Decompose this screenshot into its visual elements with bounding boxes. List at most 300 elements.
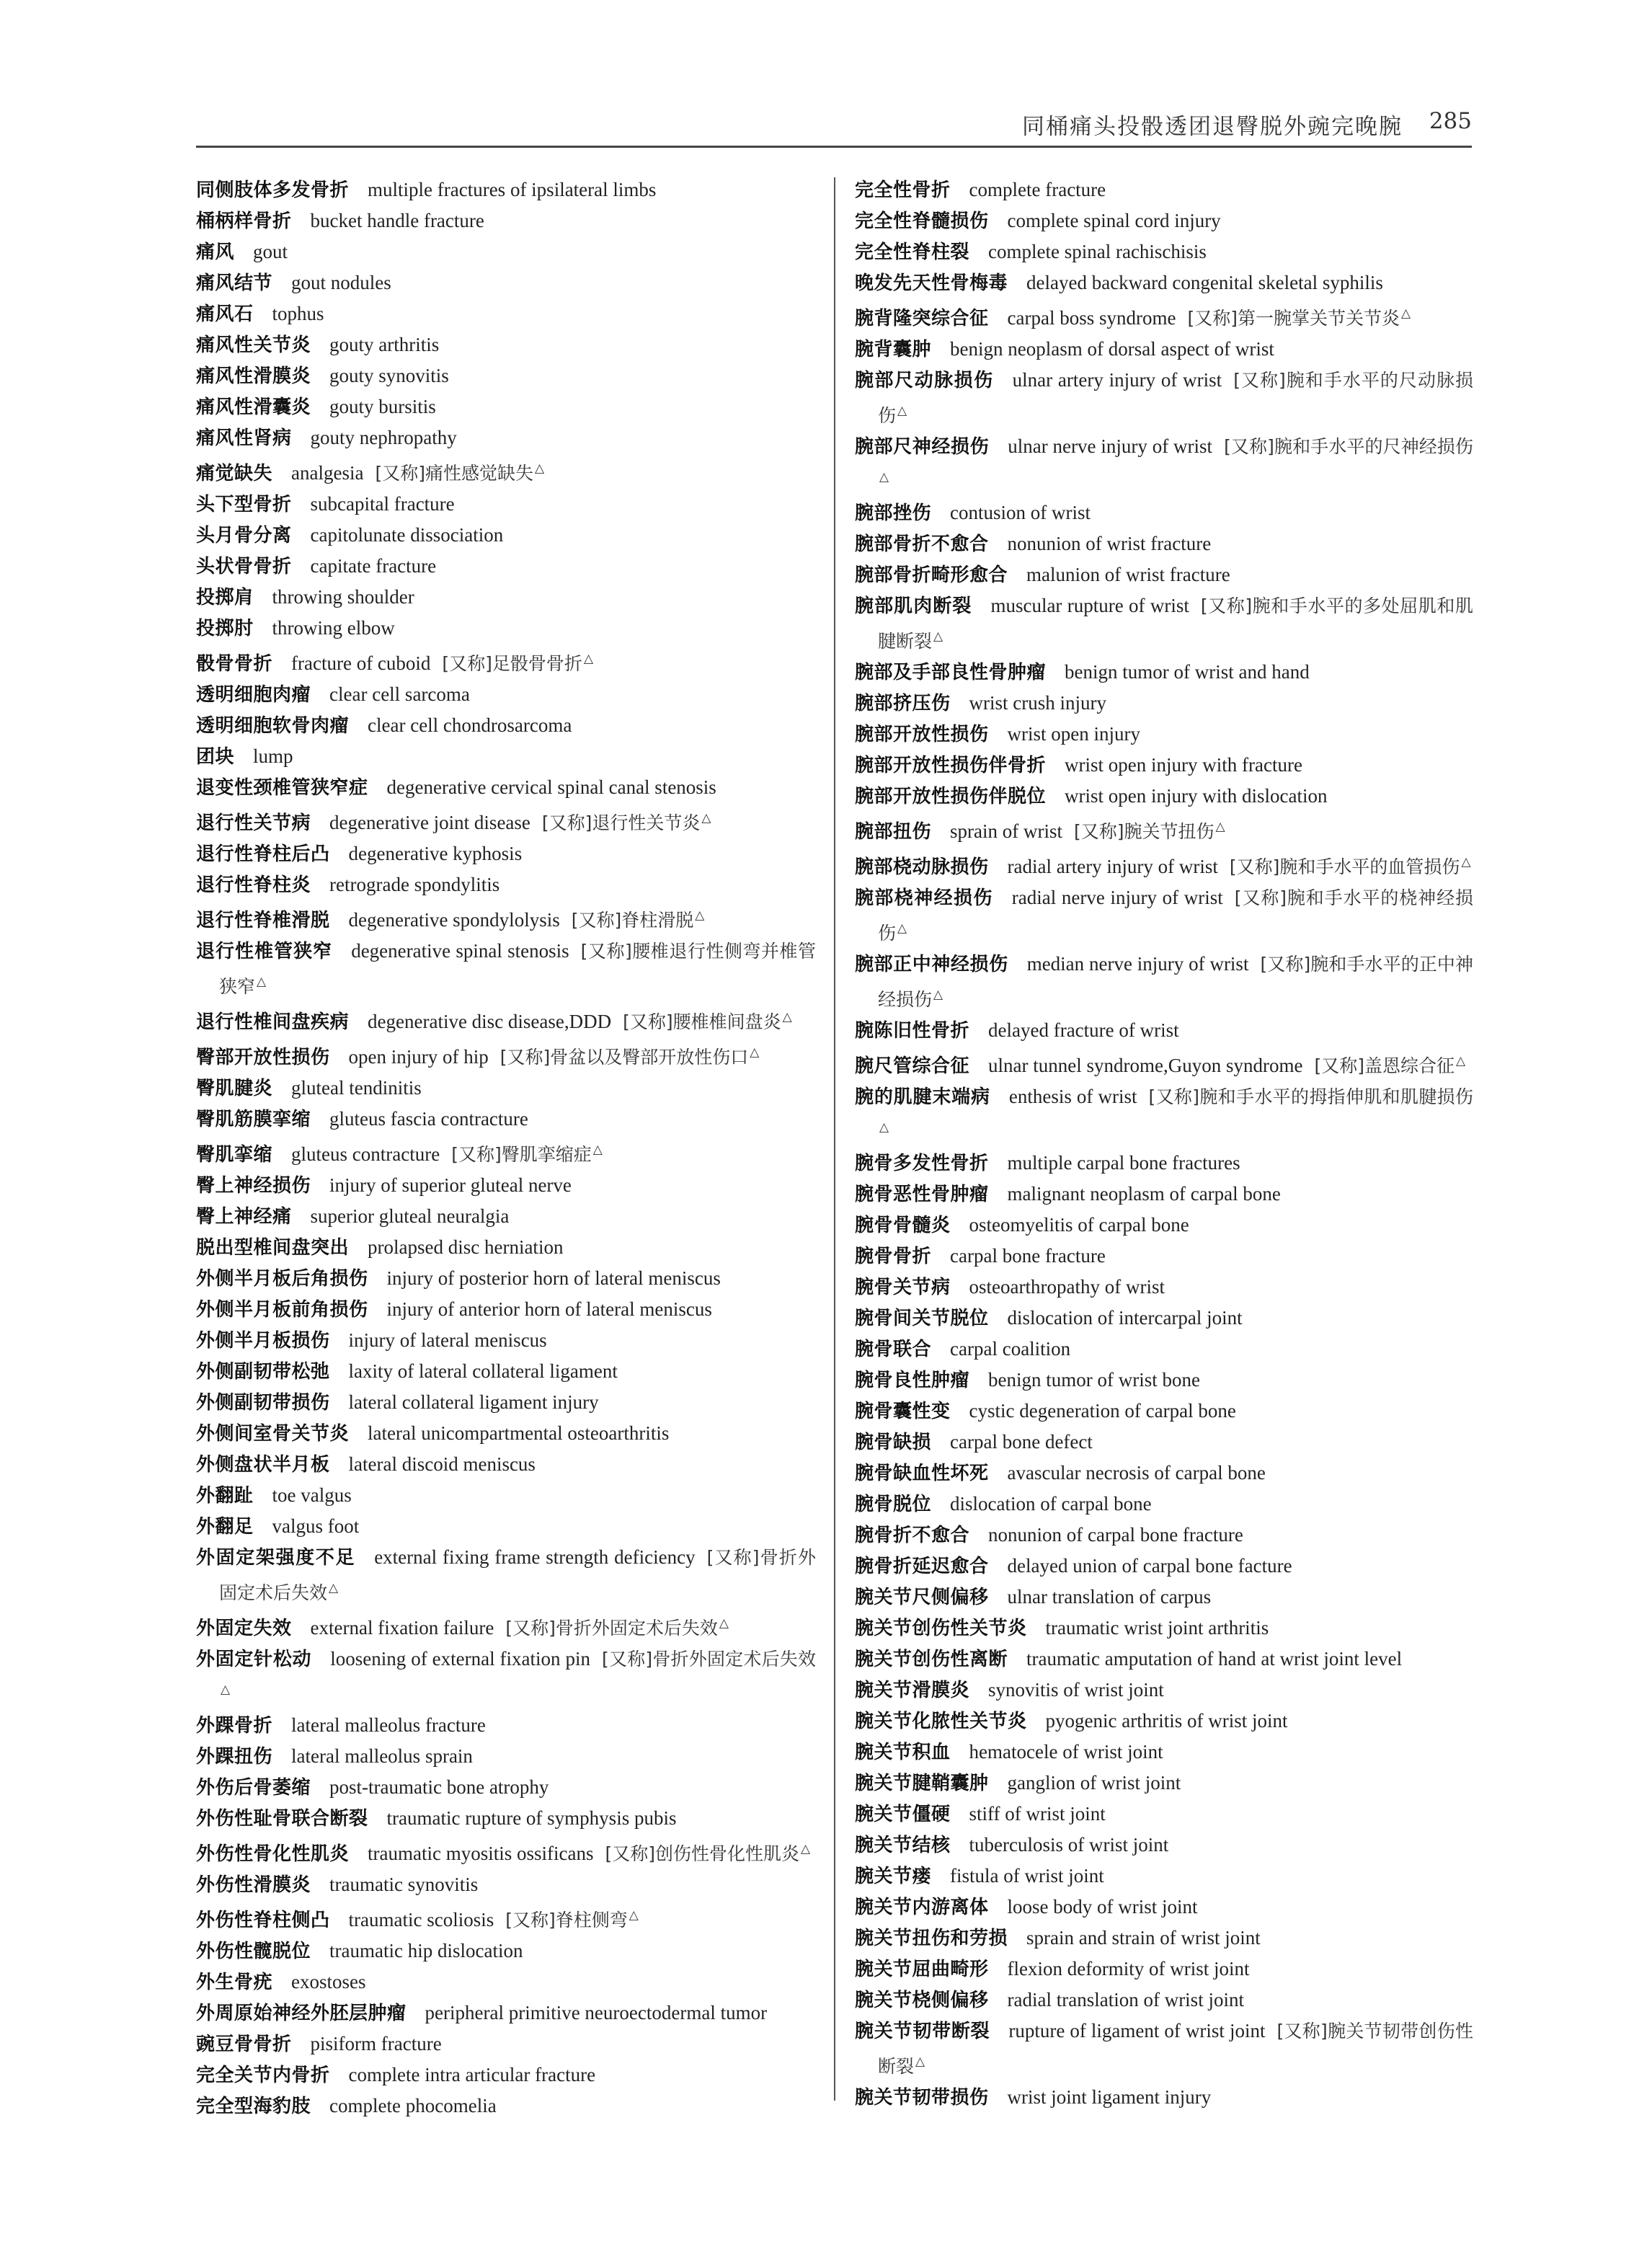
header-rule: [196, 146, 1472, 148]
term-english: degenerative disc disease,DDD: [368, 1011, 612, 1032]
term-english: complete fracture: [969, 179, 1106, 200]
glossary-entry: [196, 1936, 816, 1967]
glossary-entry: [196, 1644, 816, 1710]
glossary-entry: [855, 236, 1473, 267]
glossary-entry: [196, 1232, 816, 1263]
glossary-entry: [855, 1706, 1473, 1737]
glossary-entry: [855, 431, 1473, 497]
glossary-entry: [855, 1861, 1473, 1892]
term-chinese: 脱出型椎间盘突出: [196, 1237, 350, 1259]
glossary-entry: [196, 1387, 816, 1418]
triangle-mark-icon: △: [701, 811, 711, 825]
term-english: traumatic rupture of symphysis pubis: [386, 1807, 677, 1829]
term-english: wrist open injury with fracture: [1065, 754, 1302, 776]
glossary-entry: [196, 2029, 816, 2060]
term-chinese: 腕骨骨折: [855, 1246, 932, 1267]
term-chinese: 腕骨间关节脱位: [855, 1308, 989, 1329]
term-chinese: 臀肌腱炎: [196, 1078, 273, 1099]
term-english: capitate fracture: [310, 555, 437, 577]
glossary-entry: [196, 2091, 816, 2122]
term-english: gouty synovitis: [329, 365, 449, 386]
term-english: complete intra articular fracture: [348, 2064, 596, 2086]
triangle-mark-icon: △: [1400, 306, 1411, 321]
term-chinese: 外侧半月板损伤: [196, 1330, 330, 1352]
term-chinese: 透明细胞软骨肉瘤: [196, 715, 350, 737]
glossary-entry: [855, 1179, 1473, 1210]
glossary-entry: [855, 1081, 1473, 1148]
term-chinese: 外伤性骨化性肌炎: [196, 1843, 350, 1865]
term-english: external fixing frame strength deficiency: [374, 1546, 696, 1568]
term-chinese: 外生骨疣: [196, 1972, 273, 1993]
glossary-entry: [855, 949, 1473, 1015]
term-synonym: [又称]骨折外固定术后失效: [602, 1649, 816, 1670]
term-english: traumatic synovitis: [329, 1874, 479, 1895]
glossary-entry: [855, 1675, 1473, 1706]
triangle-mark-icon: △: [782, 1010, 792, 1024]
glossary-entry: [855, 174, 1473, 205]
glossary-entry: [855, 1582, 1473, 1613]
column-divider: [834, 177, 835, 2101]
glossary-entry: [855, 1985, 1473, 2016]
term-chinese: 投掷肘: [196, 618, 254, 639]
triangle-mark-icon: △: [800, 1842, 811, 1856]
term-chinese: 腕部挫伤: [855, 502, 932, 524]
term-english: ganglion of wrist joint: [1007, 1772, 1181, 1794]
glossary-entry: [855, 298, 1473, 334]
glossary-entry: [855, 2016, 1473, 2082]
term-english: hematocele of wrist joint: [969, 1741, 1163, 1763]
triangle-mark-icon: △: [695, 908, 705, 923]
term-chinese: 外伤后骨萎缩: [196, 1777, 311, 1799]
term-english: cystic degeneration of carpal bone: [969, 1400, 1236, 1422]
term-english: tophus: [272, 303, 324, 324]
term-synonym: [又称]骨折外固定术后失效: [219, 1547, 816, 1603]
term-english: loosening of external fixation pin: [330, 1648, 590, 1670]
glossary-entry: [855, 590, 1473, 657]
term-chinese: 外侧副韧带损伤: [196, 1392, 330, 1414]
term-english: carpal coalition: [950, 1338, 1071, 1360]
term-english: traumatic myositis ossificans: [368, 1843, 594, 1864]
term-chinese: 晚发先天性骨梅毒: [855, 272, 1008, 294]
term-chinese: 腕部及手部良性骨肿瘤: [855, 662, 1047, 683]
term-english: traumatic scoliosis: [348, 1909, 494, 1931]
term-chinese: 完全性脊柱裂: [855, 241, 970, 263]
term-chinese: 痛风: [196, 241, 235, 263]
term-english: lateral collateral ligament injury: [348, 1391, 599, 1413]
glossary-entry: [196, 236, 816, 267]
triangle-mark-icon: △: [915, 2055, 925, 2069]
term-english: osteomyelitis of carpal bone: [969, 1214, 1189, 1236]
term-chinese: 退行性脊柱炎: [196, 874, 311, 896]
term-english: superior gluteal neuralgia: [310, 1205, 510, 1227]
triangle-mark-icon: △: [221, 1683, 231, 1697]
glossary-entry: [855, 1737, 1473, 1768]
term-chinese: 腕部扭伤: [855, 821, 932, 843]
glossary-entry: [855, 847, 1473, 882]
glossary-entry: [196, 1170, 816, 1201]
term-synonym: [又称]脊柱滑脱: [571, 910, 694, 931]
term-english: exostoses: [291, 1971, 366, 1993]
term-english: laxity of lateral collateral ligament: [348, 1360, 618, 1382]
term-chinese: 腕骨囊性变: [855, 1401, 951, 1422]
glossary-entry: [196, 1356, 816, 1387]
term-english: ulnar translation of carpus: [1007, 1586, 1212, 1608]
term-english: fracture of cuboid: [291, 652, 431, 674]
term-synonym: [又称]足骰骨骨折: [442, 653, 582, 674]
glossary-entry: [855, 1613, 1473, 1644]
triangle-mark-icon: △: [933, 988, 943, 1002]
term-synonym: [又称]腰椎椎间盘炎: [623, 1011, 781, 1032]
triangle-mark-icon: △: [534, 461, 545, 476]
term-chinese: 痛风性肾病: [196, 427, 292, 449]
term-english: carpal boss syndrome: [1007, 307, 1176, 329]
glossary-entry: [855, 1148, 1473, 1179]
running-header-index: 同桶痛头投骰透团退臀脱外豌完晚腕: [1022, 114, 1403, 140]
term-chinese: 腕背囊肿: [855, 339, 932, 360]
glossary-entry: [196, 936, 816, 1002]
glossary-entry: [855, 1489, 1473, 1520]
glossary-entry: [196, 1002, 816, 1037]
glossary-entry: [196, 1135, 816, 1170]
term-synonym: [又称]腕和手水平的多处屈肌和肌腱断裂: [878, 595, 1473, 652]
term-english: median nerve injury of wrist: [1026, 953, 1249, 975]
triangle-mark-icon: △: [1461, 855, 1471, 869]
term-english: pyogenic arthritis of wrist joint: [1045, 1710, 1288, 1732]
glossary-entry: [196, 1608, 816, 1644]
glossary-entry: [855, 497, 1473, 528]
term-chinese: 腕关节韧带断裂: [855, 2021, 990, 2042]
glossary-entry: [196, 1104, 816, 1135]
term-chinese: 腕陈旧性骨折: [855, 1020, 970, 1042]
glossary-entry: [196, 1834, 816, 1869]
term-chinese: 透明细胞肉瘤: [196, 684, 311, 706]
triangle-mark-icon: △: [592, 1143, 603, 1157]
term-english: clear cell sarcoma: [329, 683, 470, 705]
term-english: wrist joint ligament injury: [1007, 2086, 1212, 2108]
glossary-entry: [196, 1803, 816, 1834]
term-chinese: 外固定针松动: [196, 1649, 312, 1670]
glossary-entry: [196, 1710, 816, 1741]
term-chinese: 桶柄样骨折: [196, 210, 292, 232]
term-chinese: 腕关节瘘: [855, 1866, 932, 1887]
glossary-entry: [196, 1542, 816, 1608]
term-chinese: 外固定失效: [196, 1618, 292, 1639]
term-chinese: 臀肌筋膜挛缩: [196, 1109, 311, 1130]
term-english: carpal bone fracture: [950, 1245, 1106, 1267]
term-synonym: [又称]腕和手水平的拇指伸肌和肌腱损伤: [1148, 1086, 1473, 1107]
term-english: flexion deformity of wrist joint: [1007, 1958, 1250, 1980]
term-synonym: [又称]骨盆以及臀部开放性伤口: [499, 1047, 749, 1068]
term-chinese: 臀上神经痛: [196, 1206, 292, 1228]
term-english: delayed fracture of wrist: [988, 1019, 1179, 1041]
glossary-entry: [196, 772, 816, 803]
term-chinese: 外伤性滑膜炎: [196, 1874, 311, 1896]
term-chinese: 退行性关节病: [196, 812, 311, 834]
glossary-entry: [196, 1998, 816, 2029]
term-english: throwing shoulder: [272, 586, 414, 608]
term-english: analgesia: [291, 462, 364, 484]
triangle-mark-icon: △: [257, 975, 267, 989]
term-english: radial nerve injury of wrist: [1011, 887, 1223, 908]
term-english: open injury of hip: [348, 1046, 489, 1068]
term-english: degenerative kyphosis: [348, 843, 523, 864]
glossary-entry: [855, 1458, 1473, 1489]
triangle-mark-icon: △: [583, 652, 594, 666]
term-english: osteoarthropathy of wrist: [969, 1276, 1165, 1298]
term-english: stiff of wrist joint: [969, 1803, 1106, 1825]
glossary-entry: [855, 365, 1473, 431]
term-english: gluteus fascia contracture: [329, 1108, 528, 1130]
term-chinese: 腕骨缺损: [855, 1432, 932, 1453]
term-chinese: 腕部开放性损伤: [855, 724, 989, 745]
term-english: injury of lateral meniscus: [348, 1329, 547, 1351]
glossary-entry: [855, 1046, 1473, 1081]
term-chinese: 外踝扭伤: [196, 1746, 273, 1768]
glossary-entry: [196, 741, 816, 772]
term-english: complete spinal rachischisis: [988, 241, 1207, 262]
triangle-mark-icon: △: [933, 629, 943, 644]
term-english: gluteal tendinitis: [291, 1077, 422, 1099]
glossary-entry: [196, 1418, 816, 1449]
term-chinese: 腕关节积血: [855, 1742, 951, 1763]
term-english: degenerative spondylolysis: [348, 909, 560, 931]
term-english: sprain and strain of wrist joint: [1026, 1927, 1261, 1949]
term-chinese: 痛风结节: [196, 272, 273, 294]
triangle-mark-icon: △: [879, 470, 889, 484]
glossary-entry: [196, 1201, 816, 1232]
glossary-entry: [855, 1210, 1473, 1241]
glossary-entry: [196, 900, 816, 936]
term-chinese: 腕骨骨髓炎: [855, 1215, 951, 1236]
term-english: nonunion of carpal bone fracture: [988, 1524, 1243, 1546]
glossary-entry: [855, 657, 1473, 688]
term-english: wrist crush injury: [969, 692, 1106, 714]
term-synonym: [又称]腕和手水平的正中神经损伤: [878, 954, 1473, 1010]
term-chinese: 腕关节滑膜炎: [855, 1680, 970, 1701]
term-english: post-traumatic bone atrophy: [329, 1776, 549, 1798]
glossary-entry: [855, 1954, 1473, 1985]
term-chinese: 腕骨折延迟愈合: [855, 1556, 989, 1577]
term-chinese: 腕关节韧带损伤: [855, 2087, 989, 2109]
term-chinese: 腕部正中神经损伤: [855, 954, 1008, 975]
term-chinese: 腕关节创伤性关节炎: [855, 1618, 1027, 1639]
term-english: lateral malleolus fracture: [291, 1714, 486, 1736]
term-english: dislocation of intercarpal joint: [1007, 1307, 1243, 1329]
term-chinese: 臀上神经损伤: [196, 1175, 311, 1197]
term-english: prolapsed disc herniation: [368, 1236, 564, 1258]
term-synonym: [又称]腕和手水平的尺动脉损伤: [878, 370, 1473, 426]
glossary-entry: [855, 1892, 1473, 1923]
term-english: gout nodules: [291, 272, 391, 293]
term-chinese: 腕关节结核: [855, 1835, 951, 1856]
glossary-entry: [196, 551, 816, 582]
glossary-entry: [855, 1303, 1473, 1334]
glossary-entry: [855, 1334, 1473, 1365]
term-english: tuberculosis of wrist joint: [969, 1834, 1169, 1856]
glossary-entry: [196, 1772, 816, 1803]
term-chinese: 腕骨折不愈合: [855, 1525, 970, 1546]
term-chinese: 外伤性脊柱侧凸: [196, 1910, 330, 1931]
glossary-entry: [196, 174, 816, 205]
term-english: ulnar artery injury of wrist: [1012, 369, 1222, 391]
glossary-entry: [855, 1396, 1473, 1427]
term-english: dislocation of carpal bone: [950, 1493, 1152, 1515]
triangle-mark-icon: △: [897, 404, 907, 418]
glossary-entry: [855, 1830, 1473, 1861]
term-chinese: 外固定架强度不足: [196, 1547, 356, 1569]
term-chinese: 腕骨多发性骨折: [855, 1153, 989, 1174]
glossary-entry: [855, 1241, 1473, 1272]
term-chinese: 腕关节僵硬: [855, 1804, 951, 1825]
glossary-entry: [855, 1923, 1473, 1954]
term-english: subcapital fracture: [310, 493, 455, 515]
term-synonym: [又称]腕和手水平的血管损伤: [1229, 856, 1460, 877]
term-english: complete phocomelia: [329, 2095, 497, 2116]
term-chinese: 外侧间室骨关节炎: [196, 1423, 350, 1445]
triangle-mark-icon: △: [719, 1616, 729, 1631]
term-chinese: 外侧半月板后角损伤: [196, 1268, 368, 1290]
term-english: sprain of wrist: [950, 820, 1062, 842]
term-english: degenerative joint disease: [329, 812, 530, 833]
term-chinese: 同侧肢体多发骨折: [196, 179, 350, 201]
glossary-entry: [196, 1869, 816, 1900]
term-english: multiple carpal bone fractures: [1007, 1152, 1240, 1174]
glossary-entry: [855, 1427, 1473, 1458]
glossary-entry: [196, 679, 816, 710]
term-english: enthesis of wrist: [1008, 1086, 1137, 1107]
term-english: bucket handle fracture: [310, 210, 484, 231]
term-english: gluteus contracture: [291, 1143, 440, 1165]
term-synonym: [又称]腰椎退行性侧弯并椎管狭窄: [219, 941, 816, 997]
glossary-entry: [196, 1967, 816, 1998]
term-english: traumatic wrist joint arthritis: [1045, 1617, 1269, 1639]
right-column: [855, 174, 1473, 2113]
term-chinese: 腕骨恶性骨肿瘤: [855, 1184, 989, 1205]
term-english: capitolunate dissociation: [310, 524, 504, 546]
term-chinese: 外翻趾: [196, 1485, 254, 1507]
term-chinese: 腕部尺神经损伤: [855, 436, 990, 458]
term-english: radial translation of wrist joint: [1007, 1989, 1244, 2011]
term-chinese: 腕部尺动脉损伤: [855, 370, 994, 391]
term-chinese: 头月骨分离: [196, 525, 292, 546]
glossary-entry: [196, 205, 816, 236]
term-chinese: 完全关节内骨折: [196, 2065, 330, 2086]
glossary-entry: [196, 1511, 816, 1542]
page-header: [196, 101, 1472, 149]
term-english: pisiform fracture: [310, 2033, 442, 2055]
term-chinese: 腕的肌腱末端病: [855, 1086, 990, 1108]
term-english: radial artery injury of wrist: [1007, 856, 1218, 877]
term-chinese: 外周原始神经外胚层肿瘤: [196, 2003, 407, 2024]
glossary-entry: [196, 1294, 816, 1325]
triangle-mark-icon: △: [1455, 1054, 1466, 1068]
term-english: injury of anterior horn of lateral meniscus: [386, 1298, 712, 1320]
term-chinese: 臀肌挛缩: [196, 1144, 273, 1166]
term-english: malunion of wrist fracture: [1026, 564, 1230, 585]
term-chinese: 腕骨缺血性坏死: [855, 1463, 989, 1484]
term-chinese: 豌豆骨骨折: [196, 2034, 292, 2055]
glossary-entry: [855, 750, 1473, 781]
term-chinese: 外踝骨折: [196, 1715, 273, 1737]
term-synonym: [又称]腕关节韧带创伤性断裂: [878, 2021, 1473, 2077]
term-english: external fixation failure: [310, 1617, 494, 1639]
term-english: complete spinal cord injury: [1007, 210, 1221, 231]
term-chinese: 腕关节桡侧偏移: [855, 1990, 989, 2011]
term-english: injury of superior gluteal nerve: [329, 1174, 572, 1196]
glossary-entry: [196, 520, 816, 551]
term-english: lateral discoid meniscus: [348, 1453, 536, 1475]
glossary-entry: [855, 882, 1473, 949]
glossary-entry: [196, 1037, 816, 1073]
term-english: carpal bone defect: [950, 1431, 1093, 1453]
term-english: peripheral primitive neuroectodermal tumor: [425, 2002, 768, 2024]
glossary-entry: [196, 838, 816, 869]
glossary-entry: [196, 1449, 816, 1480]
triangle-mark-icon: △: [879, 1120, 889, 1135]
glossary-entry: [855, 334, 1473, 365]
term-chinese: 外伤性髋脱位: [196, 1941, 311, 1962]
term-chinese: 腕关节化脓性关节炎: [855, 1711, 1027, 1732]
triangle-mark-icon: △: [897, 921, 907, 936]
triangle-mark-icon: △: [329, 1581, 339, 1595]
term-english: benign tumor of wrist and hand: [1065, 661, 1310, 683]
glossary-entry: [855, 205, 1473, 236]
term-english: throwing elbow: [272, 617, 395, 639]
glossary-entry: [196, 489, 816, 520]
term-synonym: [又称]骨折外固定术后失效: [505, 1618, 718, 1639]
triangle-mark-icon: △: [629, 1908, 639, 1923]
term-synonym: [又称]盖恩综合征: [1314, 1055, 1455, 1076]
term-chinese: 投掷肩: [196, 587, 254, 608]
term-english: loose body of wrist joint: [1007, 1896, 1198, 1918]
glossary-entry: [196, 1263, 816, 1294]
term-chinese: 团块: [196, 746, 235, 768]
term-chinese: 外侧盘状半月板: [196, 1454, 330, 1476]
glossary-entry: [855, 688, 1473, 719]
term-english: degenerative spinal stenosis: [351, 940, 569, 962]
term-chinese: 腕部开放性损伤伴脱位: [855, 786, 1047, 807]
term-chinese: 腕部挤压伤: [855, 693, 951, 714]
term-english: lateral unicompartmental osteoarthritis: [368, 1422, 670, 1444]
glossary-entry: [196, 1741, 816, 1772]
term-synonym: [又称]退行性关节炎: [541, 812, 701, 833]
term-chinese: 腕骨良性肿瘤: [855, 1370, 970, 1391]
glossary-entry: [196, 1325, 816, 1356]
term-synonym: [又称]臀肌挛缩症: [451, 1144, 592, 1165]
term-english: lateral malleolus sprain: [291, 1745, 473, 1767]
term-chinese: 退变性颈椎管狭窄症: [196, 777, 368, 799]
term-chinese: 退行性脊椎滑脱: [196, 910, 330, 931]
term-english: gouty nephropathy: [310, 427, 457, 448]
term-chinese: 腕关节内游离体: [855, 1897, 989, 1918]
term-chinese: 腕部开放性损伤伴骨折: [855, 755, 1047, 776]
triangle-mark-icon: △: [750, 1045, 760, 1060]
triangle-mark-icon: △: [1215, 820, 1225, 834]
term-chinese: 痛风性滑囊炎: [196, 396, 311, 418]
glossary-entry: [196, 360, 816, 391]
term-english: ulnar nerve injury of wrist: [1008, 435, 1213, 457]
glossary-entry: [855, 2082, 1473, 2113]
term-english: gouty arthritis: [329, 334, 440, 355]
term-synonym: [又称]腕关节扭伤: [1074, 821, 1214, 842]
term-english: gout: [253, 241, 288, 262]
term-english: gouty bursitis: [329, 396, 436, 417]
term-english: delayed backward congenital skeletal syphilis: [1026, 272, 1383, 293]
glossary-entry: [855, 1365, 1473, 1396]
glossary-entry: [855, 1768, 1473, 1799]
term-chinese: 腕部骨折畸形愈合: [855, 564, 1008, 586]
term-english: multiple fractures of ipsilateral limbs: [368, 179, 657, 200]
